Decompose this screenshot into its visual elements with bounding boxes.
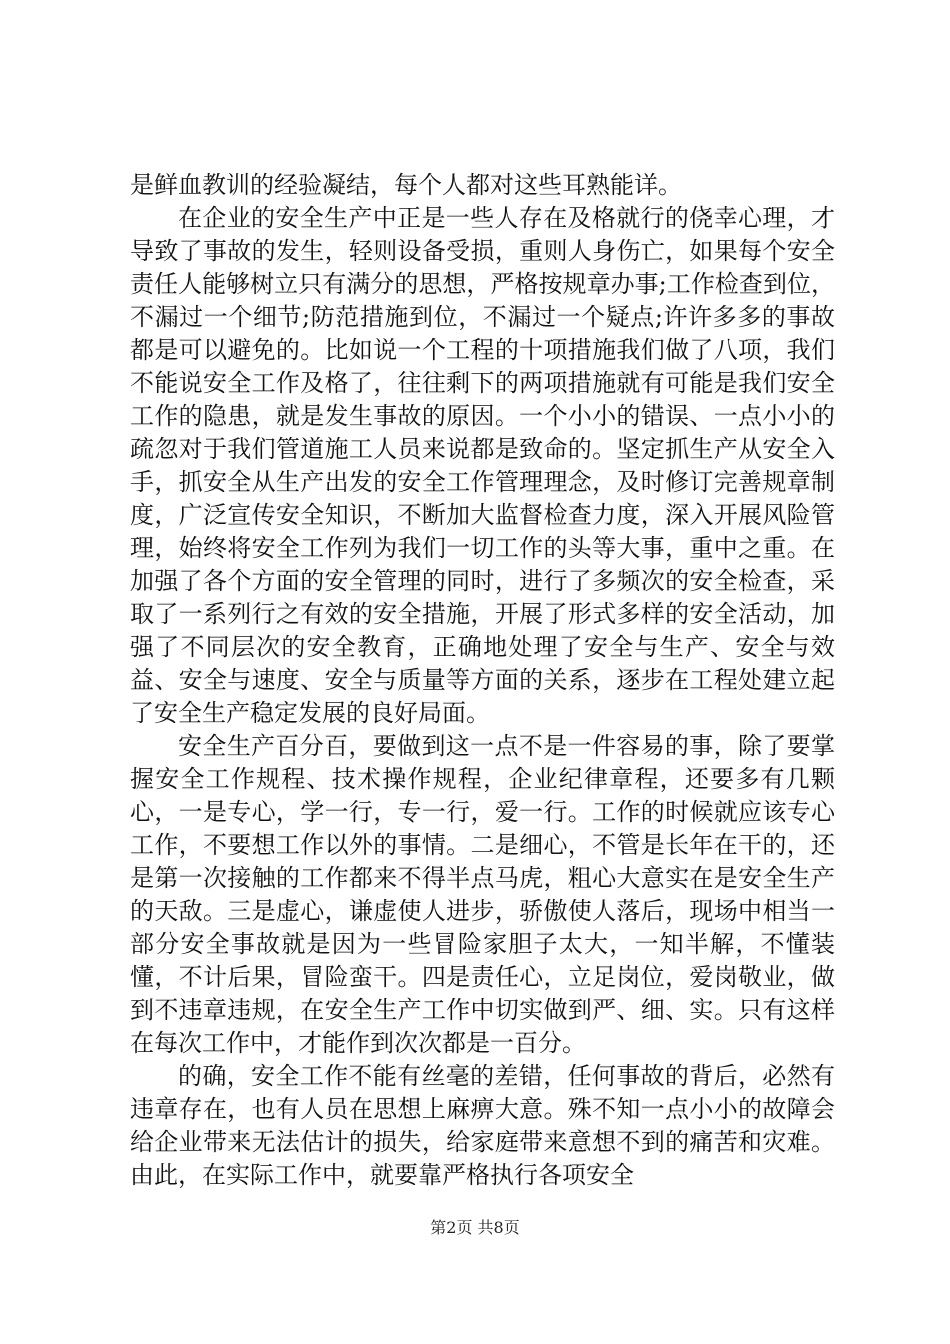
paragraph-no-errors: 的确，安全工作不能有丝毫的差错，任何事故的背后，必然有违章存在，也有人员在思想上麻痹大意。殊不知一点小小的故障会给企业带来无法估计的损失，给家庭带来意想不到的痛苦和灾难。由此，在实际工作中，就要靠严格执行各项安全: [130, 1062, 835, 1189]
page-number-footer: 第2页 共8页: [430, 1218, 520, 1237]
paragraph-hundred-percent: 安全生产百分百，要做到这一点不是一件容易的事，除了要掌握安全工作规程、技术操作规程，企业纪律章程，还要多有几颗心，一是专心，学一行，专一行，爱一行。工作的时候就应该专心工作，不要想工作以外的事情。二是细心，不管是长年在干的，还是第一次接触的工作都来不得半点马虎，粗心大意实在是安全生产的天敌。三是虚心，谦虚使人进步，骄傲使人落后，现场中相当一部分安全事故就是因为一些冒险家胆子太大，一知半解，不懂装懂，不计后果，冒险蛮干。四是责任心，立足岗位，爱岗敬业，做到不违章违规，在安全生产工作中切实做到严、细、实。只有这样在每次工作中，才能作到次次都是一百分。: [130, 732, 835, 1057]
document-body: [130, 169, 835, 1192]
paragraph-continuation: 是鲜血教训的经验凝结，每个人都对这些耳熟能详。: [130, 171, 682, 199]
paragraph-safety-mindset: 在企业的安全生产中正是一些人存在及格就行的侥幸心理，才导致了事故的发生，轻则设备受损，重则人身伤亡，如果每个安全责任人能够树立只有满分的思想，严格按规章办事;工作检查到位，不漏过一个细节;防范措施到位，不漏过一个疑点;许许多多的事故都是可以避免的。比如说一个工程的十项措施我们做了八项，我们不能说安全工作及格了，往往剩下的两项措施就有可能是我们安全工作的隐患，就是发生事故的原因。一个小小的错误、一点小小的疏忽对于我们管道施工人员来说都是致命的。坚定抓生产从安全入手，抓安全从生产出发的安全工作管理理念，及时修订完善规章制度，广泛宣传安全知识，不断加大监督检查力度，深入开展风险管理，始终将安全工作列为我们一切工作的头等大事，重中之重。在加强了各个方面的安全管理的同时，进行了多频次的安全检查，采取了一系列行之有效的安全措施，开展了形式多样的安全活动，加强了不同层次的安全教育，正确地处理了安全与生产、安全与效益、安全与速度、安全与质量等方面的关系，逐步在工程处建立起了安全生产稳定发展的良好局面。: [130, 204, 835, 727]
